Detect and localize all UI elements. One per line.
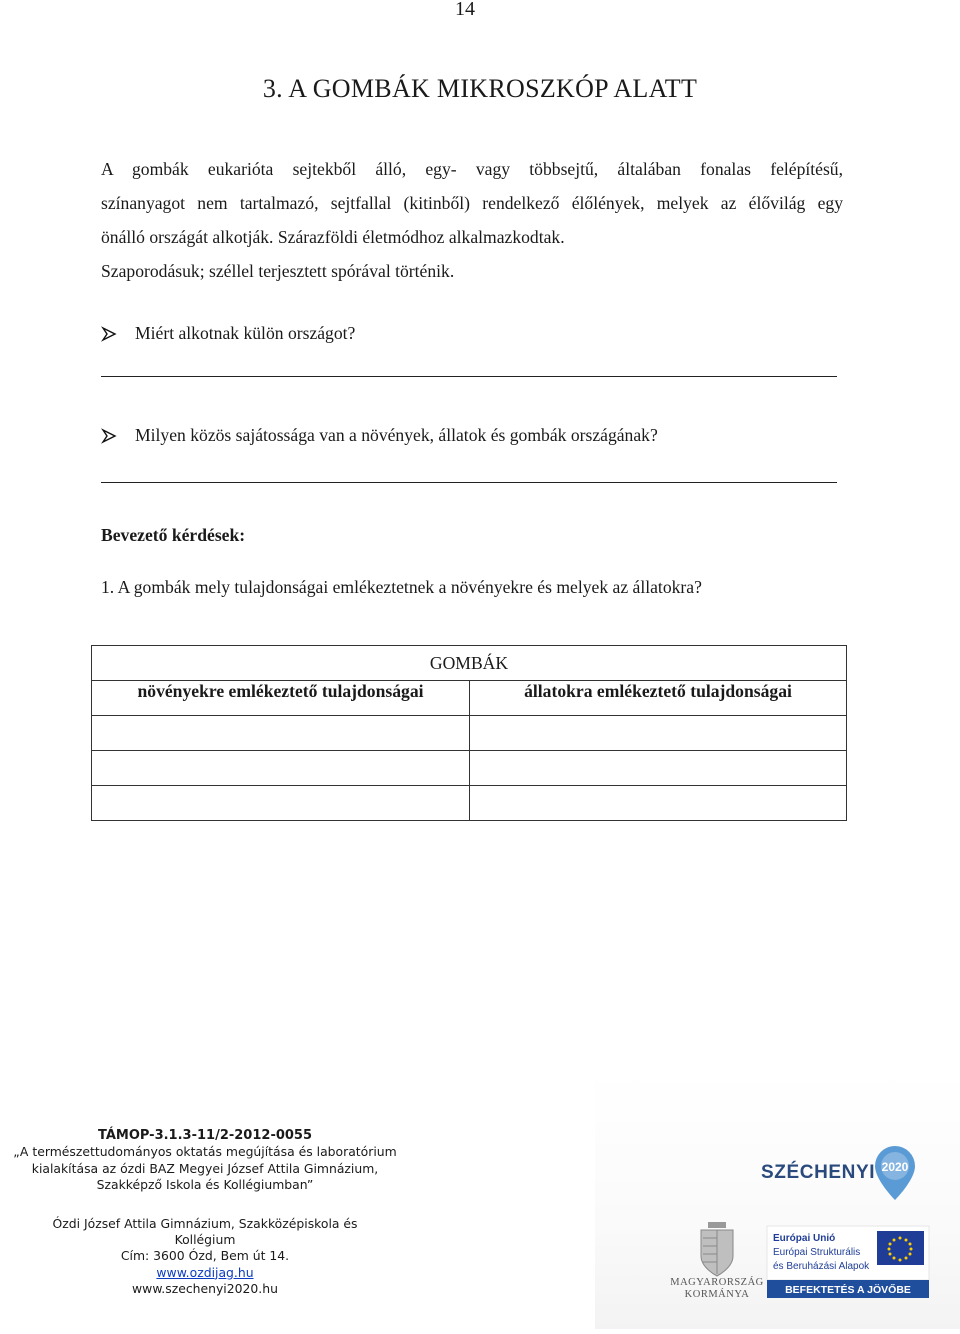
- funding-logos-graphic: [595, 1070, 960, 1329]
- intro-line: színanyagot nem tartalmazó, sejtfallal (kitinből) rendelkező élőlények, melyek az élővilág egy: [101, 193, 843, 213]
- table-cell-plants[interactable]: [92, 716, 470, 751]
- intro-line: önálló országát alkotják. Szárazföldi életmódhoz alkalmazkodtak.: [101, 227, 565, 247]
- coat-of-arms-icon: [701, 1222, 733, 1276]
- szechenyi-logo-text: SZÉCHENYI: [761, 1162, 876, 1183]
- eu-logo-line: és Beruházási Alapok: [773, 1261, 870, 1272]
- question-item: [101, 323, 355, 344]
- section-heading: Bevezető kérdések:: [101, 525, 246, 545]
- project-title-line: Szakképző Iskola és Kollégiumban”: [96, 1177, 314, 1193]
- question-text: Milyen közös sajátossága van a növények, állatok és gombák országának?: [135, 425, 658, 445]
- school-name-line: Ózdi József Attila Gimnázium, Szakközépiskola és: [52, 1215, 358, 1231]
- szechenyi-year: 2020: [881, 1160, 909, 1174]
- table-cell-animals[interactable]: [470, 716, 847, 751]
- page-number: 14: [455, 0, 475, 20]
- school-name-line: Kollégium: [174, 1232, 236, 1248]
- funding-logos: [595, 1070, 960, 1329]
- table-cell-animals[interactable]: [470, 786, 847, 821]
- table-cell-animals[interactable]: [470, 751, 847, 786]
- column-header-plants: növényekre emlékeztető tulajdonságai: [92, 681, 470, 716]
- eu-banner-text: BEFEKTETÉS A JÖVŐBE: [785, 1284, 911, 1296]
- intro-line: A gombák eukarióta sejtekből álló, egy- vagy többsejtű, általában fonalas felépítésű,: [101, 159, 843, 179]
- government-logo-line: MAGYARORSZÁG: [670, 1277, 764, 1288]
- school-address: Cím: 3600 Ózd, Bem út 14.: [120, 1248, 290, 1264]
- table-cell-plants[interactable]: [92, 751, 470, 786]
- arrow-bullet-icon: [101, 428, 117, 444]
- government-logo-line: KORMÁNYA: [684, 1289, 750, 1300]
- szechenyi-pin-icon: [875, 1146, 915, 1200]
- table-title: GOMBÁK: [92, 646, 847, 681]
- table-cell-plants[interactable]: [92, 786, 470, 821]
- eu-logo-line: Európai Unió: [773, 1233, 836, 1244]
- answer-line[interactable]: [101, 376, 837, 377]
- footer-info: [0, 1128, 410, 1298]
- question-item: [101, 425, 658, 446]
- project-code: TÁMOP-3.1.3-11/2-2012-0055: [97, 1128, 313, 1143]
- intro-paragraph: [101, 152, 843, 288]
- arrow-bullet-icon: [101, 326, 117, 342]
- intro-line: Szaporodásuk; széllel terjesztett spórával történik.: [101, 261, 455, 281]
- column-header-animals: állatokra emlékeztető tulajdonságai: [470, 681, 847, 716]
- fungi-properties-table: [91, 645, 847, 821]
- answer-line[interactable]: [101, 482, 837, 483]
- project-title-line: „A természettudományos oktatás megújítása és laboratórium: [13, 1144, 397, 1160]
- school-website-link[interactable]: www.ozdijag.hu: [156, 1264, 254, 1280]
- eu-flag-icon: [877, 1231, 924, 1265]
- chapter-title: 3. A GOMBÁK MIKROSZKÓP ALATT: [262, 74, 698, 103]
- project-title-line: kialakítása az ózdi BAZ Megyei József Attila Gimnázium,: [31, 1160, 379, 1176]
- numbered-question: 1. A gombák mely tulajdonságai emlékeztetnek a növényekre és melyek az állatokra?: [101, 577, 702, 597]
- eu-logo-line: Európai Strukturális: [773, 1247, 861, 1258]
- szechenyi-website: www.szechenyi2020.hu: [132, 1281, 278, 1297]
- question-text: Miért alkotnak külön országot?: [135, 323, 356, 343]
